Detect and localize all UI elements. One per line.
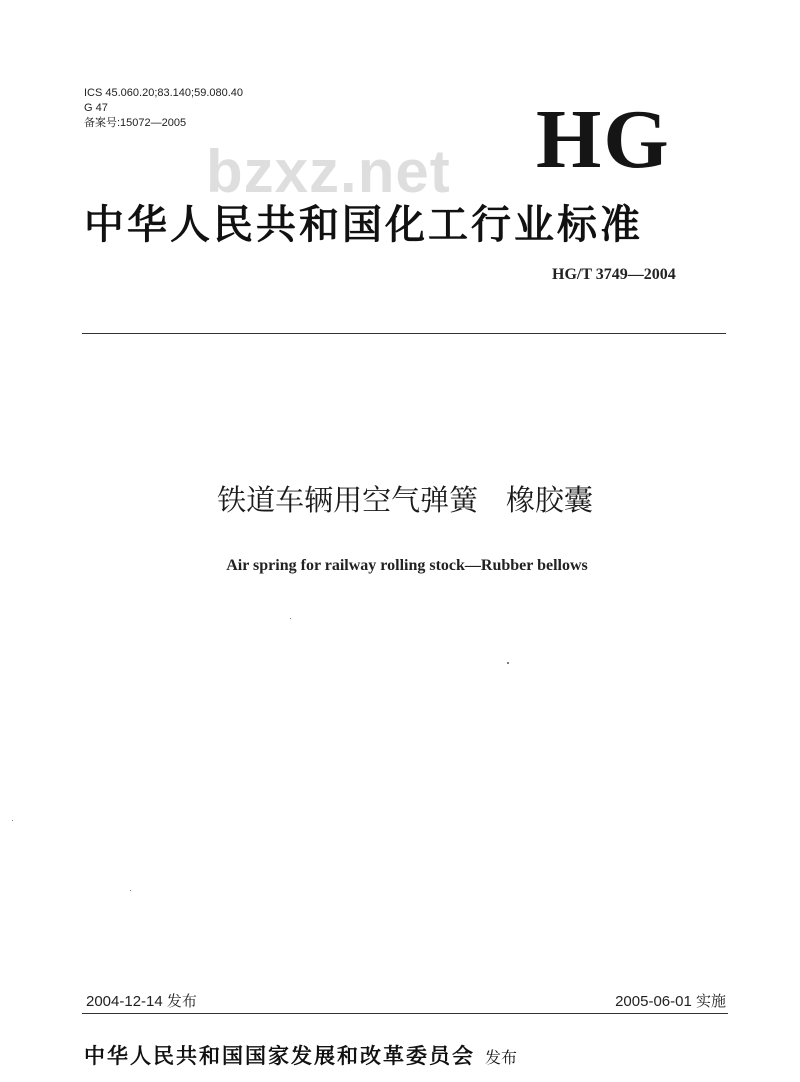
implementation-date: 2005-06-01 实施 [615,993,726,1010]
scan-speck [507,662,509,664]
standard-category-title: 中华人民共和国化工行业标准 [84,202,643,248]
document-title-chinese: 铁道车辆用空气弹簧 橡胶囊 [217,483,593,517]
watermark-text: bzxz.net [206,138,451,205]
publisher-line [84,1042,517,1072]
publisher-suffix: 发布 [485,1048,518,1067]
issue-date: 2004-12-14 发布 [86,993,197,1010]
filing-number: 备案号:15072—2005 [84,117,187,129]
publisher-name: 中华人民共和国国家发展和改革委员会 [84,1044,475,1068]
standard-number: HG/T 3749—2004 [552,266,676,283]
scan-speck [12,820,13,821]
document-title-english: Air spring for railway rolling stock—Rubber bellows [226,557,588,574]
top-divider [82,333,726,334]
ics-code: ICS 45.060.20;83.140;59.080.40 [84,87,244,99]
classification-block [84,86,243,131]
bottom-divider [82,1013,728,1014]
hg-logo: HG [536,93,671,186]
ccs-code: G 47 [84,102,108,114]
scan-speck [130,890,131,891]
scan-speck [290,618,291,619]
